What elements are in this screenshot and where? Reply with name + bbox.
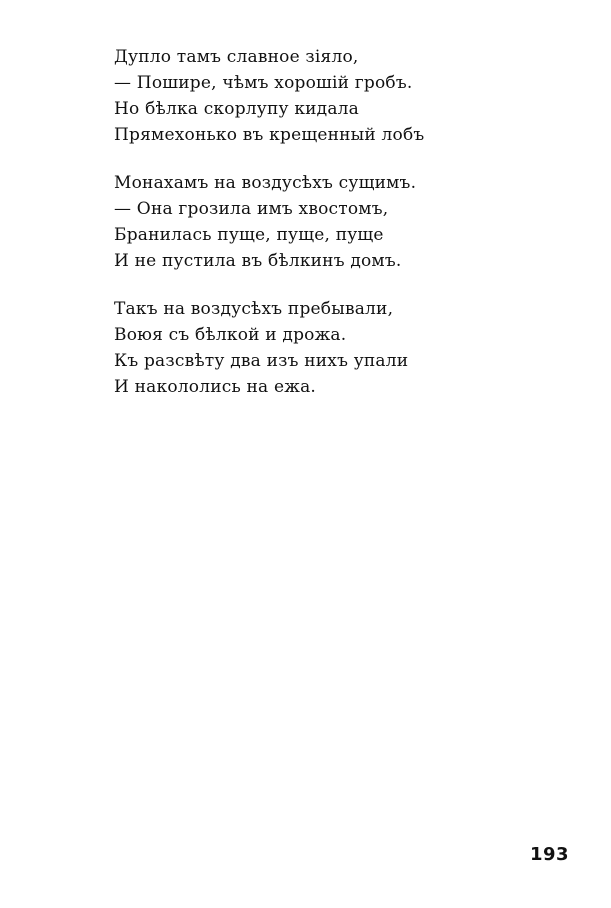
poem-line: Бранилась пуще, пуще, пуще	[114, 225, 384, 245]
poem-line: — Пошире, чѣмъ хорошій гробъ.	[114, 73, 413, 93]
poem-line: Прямехонько въ крещенный лобъ	[114, 125, 425, 145]
poem-line: И не пустила въ бѣлкинъ домъ.	[114, 251, 402, 271]
poem-text	[114, 44, 544, 422]
poem-line: И накололись на ежа.	[114, 377, 317, 397]
stanza-2	[114, 170, 544, 274]
stanza-1	[114, 44, 544, 148]
poem-line: — Она грозила имъ хвостомъ,	[114, 199, 389, 219]
stanza-3	[114, 296, 544, 400]
poem-line: Воюя съ бѣлкой и дрожа.	[114, 325, 347, 345]
poem-line: Монахамъ на воздусѣхъ сущимъ.	[114, 173, 417, 193]
poem-line: Такъ на воздусѣхъ пребывали,	[114, 299, 394, 319]
poem-line: Дупло тамъ славное зіяло,	[114, 47, 359, 67]
poem-line: Но бѣлка скорлупу кидала	[114, 99, 360, 119]
poem-line: Къ разсвѣту два изъ нихъ упали	[114, 351, 409, 371]
page-number: 193	[530, 844, 570, 865]
